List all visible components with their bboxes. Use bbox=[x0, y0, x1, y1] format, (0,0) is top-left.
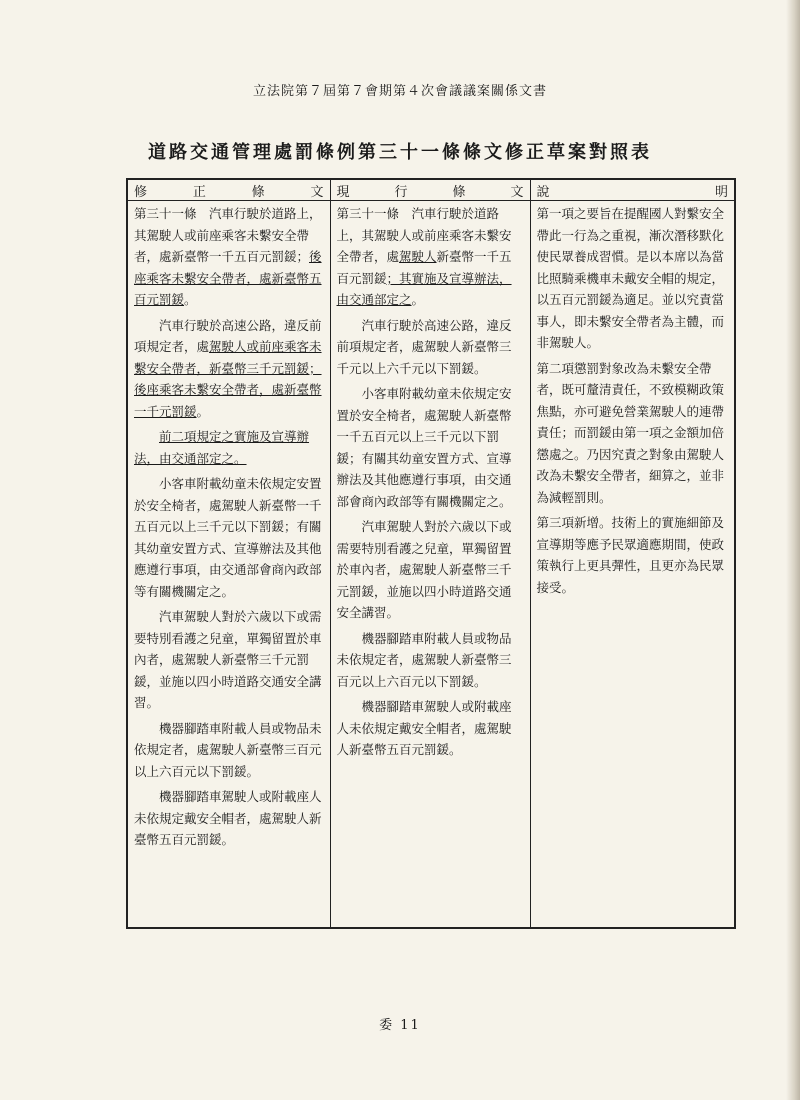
header-char: 行 bbox=[394, 184, 408, 200]
text-run: 。 bbox=[196, 403, 210, 419]
explanation-paragraph-3: 第三項新增。技術上的實施細節及宣導期等應予民眾適應期間，使政策執行上更具彈性，且更亦為民眾接受。 bbox=[536, 515, 725, 595]
amended-paragraph-2 bbox=[134, 315, 324, 423]
column-header-explanation bbox=[530, 179, 735, 201]
amended-text-cell bbox=[127, 201, 330, 929]
page-number: 委 11 bbox=[379, 1018, 421, 1033]
text-run: 新臺幣一千五百元罰鍰 bbox=[336, 249, 512, 286]
header-char: 修 bbox=[134, 184, 148, 200]
underlined-text: ；其實施及宣導辦法，由交通部定之 bbox=[336, 270, 512, 307]
text-run: 第三十一條 汽車行駛於道路上，其駕駛人或前座乘客未繫安全帶者，處 bbox=[336, 206, 512, 264]
underlined-text: 後座乘客未繫安全帶者，處新臺幣五百元罰鍰 bbox=[134, 249, 322, 307]
current-paragraph-3: 小客車附載幼童未依規定安置於安全椅者，處駕駛人新臺幣一千五百元以上三千元以下罰鍰；有關其幼童安置方式、宣導辦法及其他應遵行事項，由交通部會商內政部等有關機關定之。 bbox=[336, 386, 512, 509]
current-paragraph-6: 機器腳踏車駕駛人或附載座人未依規定戴安全帽者，處駕駛人新臺幣五百元罰鍰。 bbox=[336, 699, 512, 757]
header-char: 條 bbox=[452, 184, 466, 200]
header-char: 文 bbox=[510, 184, 524, 200]
amended-paragraph-6: 機器腳踏車附載人員或物品未依規定者，處駕駛人新臺幣三百元以上六百元以下罰鍰。 bbox=[134, 720, 322, 779]
comparison-table bbox=[126, 178, 736, 929]
table-header-row bbox=[127, 179, 735, 201]
text-run: 汽車行駛於高速公路，違反前項規定者，處 bbox=[134, 317, 322, 354]
header-char: 正 bbox=[192, 184, 206, 200]
underlined-text: 前二項規定之實施及宣導辦法，由交通部定之。 bbox=[134, 429, 310, 466]
header-char: 文 bbox=[310, 184, 324, 200]
current-paragraph-5: 機器腳踏車附載人員或物品未依規定者，處駕駛人新臺幣三百元以上六百元以下罰鍰。 bbox=[336, 630, 512, 689]
header-char: 說 bbox=[536, 184, 550, 200]
amended-paragraph-1 bbox=[134, 203, 324, 311]
underlined-text: 駕駛人或前座乘客未繫安全帶者，新臺幣三千元罰鍰；後座乘客未繫安全帶者，處新臺幣一千元罰鍰 bbox=[134, 339, 322, 419]
amended-paragraph-3 bbox=[134, 426, 324, 469]
column-header-current bbox=[330, 179, 530, 201]
current-paragraph-2: 汽車行駛於高速公路，違反前項規定者，處駕駛人新臺幣三千元以上六千元以下罰鍰。 bbox=[336, 317, 512, 376]
explanation-paragraph-2: 第二項懲罰對象改為未繫安全帶者，既可釐清責任，不致模糊政策焦點，亦可避免營業駕駛人的連帶責任；而罰鍰由第一項之金額加倍懲處之。乃因究責之對象由駕駛人改為未繫安全帶者，細算之，並非為減輕罰則。 bbox=[536, 360, 725, 505]
explanation-paragraph-1: 第一項之要旨在提醒國人對繫安全帶此一行為之重視，漸次潛移默化使民眾養成習慣。是以本席以為當比照騎乘機車未戴安全帽的規定，以五百元罰鍰為適足。並以究責當事人，即未繫安全帶者為主體，而非駕駛人。 bbox=[536, 206, 725, 350]
explanation-cell bbox=[530, 201, 735, 929]
page-title: 道路交通管理處罰條例第三十一條條文修正草案對照表 bbox=[148, 142, 652, 163]
current-paragraph-1 bbox=[337, 203, 524, 311]
amended-paragraph-7: 機器腳踏車駕駛人或附載座人未依規定戴安全帽者，處駕駛人新臺幣五百元罰鍰。 bbox=[134, 789, 322, 847]
text-run: 。 bbox=[411, 292, 425, 307]
header-char: 明 bbox=[714, 184, 728, 200]
header-char: 條 bbox=[251, 184, 265, 200]
underlined-text: 駕駛人 bbox=[399, 249, 437, 264]
scan-edge-shadow bbox=[786, 0, 800, 1100]
table-row bbox=[127, 201, 735, 929]
header-char: 現 bbox=[336, 184, 350, 200]
column-header-amended bbox=[127, 179, 330, 201]
current-paragraph-4: 汽車駕駛人對於六歲以下或需要特別看護之兒童，單獨留置於車內者，處駕駛人新臺幣三千元罰鍰，並施以四小時道路交通安全講習。 bbox=[336, 519, 512, 620]
document-header: 立法院第７屆第７會期第４次會議議案關係文書 bbox=[252, 84, 547, 99]
text-run: 。 bbox=[184, 292, 197, 307]
amended-paragraph-5: 汽車駕駛人對於六歲以下或需要特別看護之兒童，單獨留置於車內者，處駕駛人新臺幣三千元罰鍰，並施以四小時道路交通安全講習。 bbox=[134, 609, 322, 710]
amended-paragraph-4: 小客車附載幼童未依規定安置於安全椅者，處駕駛人新臺幣一千五百元以上三千元以下罰鍰；有關其幼童安置方式、宣導辦法及其他應遵行事項，由交通部會商內政部等有關機關定之。 bbox=[134, 476, 322, 599]
text-run: 第三十一條 汽車行駛於道路上，其駕駛人或前座乘客未繫安全帶者，處新臺幣一千五百元罰鍰； bbox=[134, 206, 322, 264]
current-text-cell bbox=[330, 201, 530, 929]
